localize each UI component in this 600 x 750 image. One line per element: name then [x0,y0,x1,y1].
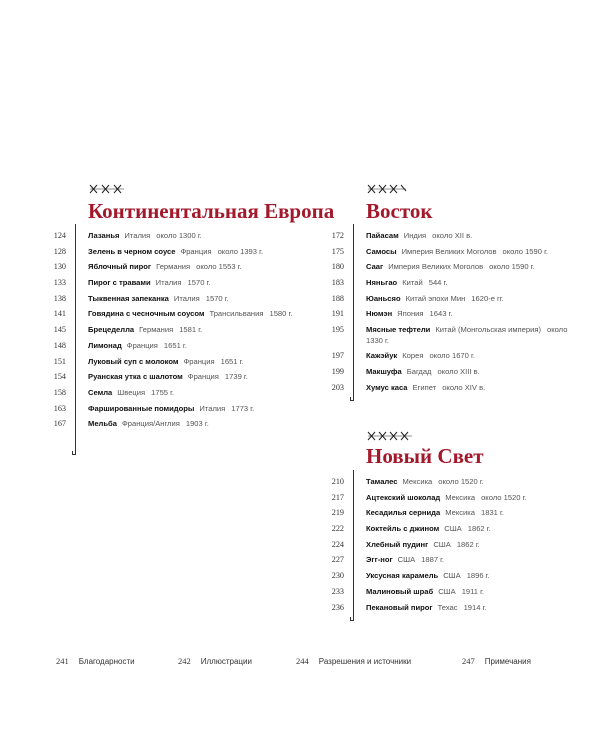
toc-entry[interactable] [318,259,578,275]
date: около XIII в. [437,366,480,376]
entry-text [366,568,576,584]
entry-text [366,474,576,490]
date: около 1553 г. [196,262,242,272]
toc-entry[interactable] [40,322,330,338]
entry-page-number: 172 [331,231,344,240]
entry-list-east [318,228,578,395]
toc-entry[interactable] [40,259,330,275]
entry-meta [174,294,235,303]
footer-item[interactable] [56,656,135,666]
entry-page-number: 222 [331,524,344,534]
origin: Империя Великих Моголов [388,262,484,272]
dish-name: Зелень в черном соусе [88,246,176,256]
dish-name: Ацтекский шоколад [366,492,441,502]
footer-label: Примечания [484,657,531,666]
date: 1887 г. [421,555,445,565]
toc-entry[interactable] [40,354,330,370]
date: 1896 г. [466,571,490,581]
dish-name: Сааг [366,262,384,272]
origin: США [397,555,416,565]
entry-page-number: 141 [53,309,66,319]
dish-name: Пирог с травами [88,278,151,288]
entry-text [88,354,328,370]
entry-page-number: 233 [331,586,344,596]
ornament-icon [89,184,125,194]
dish-name: Хумус каса [366,382,408,392]
date: 1739 г. [224,372,248,382]
entry-meta [445,508,510,517]
entry-meta [156,262,248,271]
entry-page-number: 158 [53,387,66,397]
entry-page-number: 130 [53,262,66,272]
entry-meta [180,247,269,256]
footer-page: 242 [178,656,191,666]
origin: Италия [124,231,151,240]
toc-entry[interactable] [318,584,578,600]
origin: Италия [155,278,182,288]
toc-entry[interactable] [318,537,578,553]
entry-text [366,291,576,307]
entry-page-number: 210 [331,477,344,486]
date: 1862 г. [467,524,491,534]
date: 1755 г. [151,387,175,397]
date: около 1590 г. [502,246,549,256]
entry-page-number: 199 [331,366,344,376]
entry-meta [398,555,450,564]
date: около 1393 г. [217,246,264,256]
entry-meta [199,404,260,413]
date: 1903 г. [185,419,209,429]
entry-meta [117,388,180,397]
entry-meta [444,524,496,533]
origin: Швеция [117,387,146,397]
origin: Китай (Монгольская империя) [435,325,541,335]
date: 544 г. [428,278,448,288]
date: около 1330 г. [366,325,568,346]
dish-name: Луковый суп с молоком [88,356,179,366]
toc-entry[interactable] [40,416,330,432]
origin: Франция [183,356,215,366]
entry-page-number: 133 [53,278,66,288]
entry-page-number: 191 [331,309,344,319]
entry-page-number: 236 [331,602,344,612]
entry-page-number: 217 [331,492,344,502]
section-title-europe: Континентальная Европа [88,199,335,223]
origin: Германия [156,262,191,272]
toc-entry[interactable] [318,568,578,584]
date: 1773 г. [231,403,255,413]
footer-page: 247 [462,656,475,666]
footer-label: Иллюстрации [200,657,252,666]
entry-list-europe [40,228,330,432]
dish-name: Мельба [88,419,117,429]
entry-meta [402,477,489,486]
dish-name: Юаньсяо [366,293,401,303]
origin: Египет [412,382,437,392]
entry-text [366,259,576,275]
toc-entry[interactable] [318,490,578,506]
entry-page-number: 188 [331,293,344,303]
dish-name: Мясные тефтели [366,325,431,335]
entry-text [88,369,328,385]
entry-meta [404,231,479,240]
date: 1570 г. [205,293,229,303]
toc-entry[interactable] [40,385,330,401]
entry-meta [402,278,453,287]
entry-page-number: 128 [53,246,66,256]
section-title-east: Восток [366,199,433,223]
toc-entry[interactable] [40,244,330,260]
origin: Франция [180,246,212,256]
entry-page-number: 227 [331,555,344,565]
entry-text [88,259,328,275]
footer-page: 241 [56,656,69,666]
footer-item[interactable] [296,656,411,666]
toc-entry[interactable] [40,306,330,322]
entry-meta [188,372,254,381]
origin: Техас [437,602,458,612]
entry-page-number: 197 [331,351,344,361]
origin: Италия [199,403,226,413]
date: около XIV в. [442,382,486,392]
dish-name: Коктейль с джином [366,524,440,534]
entry-page-number: 145 [53,325,66,335]
entry-text [88,416,328,432]
origin: Мексика [445,492,476,502]
origin: Китай эпохи Мин [405,293,466,303]
footer-label: Разрешения и источники [318,657,412,666]
footer-item[interactable] [178,656,252,666]
entry-text [366,244,576,260]
entry-text [366,275,576,291]
dish-name: Малиновый шраб [366,586,434,596]
toc-entry[interactable] [318,380,578,396]
entry-meta [406,294,510,303]
toc-entry[interactable] [318,474,578,490]
entry-text [88,291,328,307]
origin: Франция [126,340,158,350]
toc-entry[interactable] [318,228,578,244]
entry-meta [183,357,249,366]
entry-text [366,584,576,600]
dish-name: Тамалес [366,477,398,486]
entry-page-number: 167 [53,419,66,429]
date: 1914 г. [463,602,487,612]
toc-entry[interactable] [40,401,330,417]
origin: Франция [187,372,219,382]
origin: Германия [139,325,174,335]
entry-text [88,306,328,322]
column-rule-end [350,397,354,401]
entry-meta [413,383,492,392]
entry-meta [438,603,493,612]
entry-text [88,385,328,401]
dish-name: Эгг-ног [366,555,393,565]
column-rule-end [72,451,76,455]
entry-page-number: 154 [53,372,66,382]
dish-name: Пайасам [366,231,399,240]
entry-text [366,600,576,616]
entry-text [366,521,576,537]
entry-text [88,322,328,338]
date: около 1520 г. [438,477,484,486]
entry-text [366,364,576,380]
origin: США [438,586,456,596]
section-title-newworld: Новый Свет [366,444,484,468]
entry-meta [402,247,554,256]
entry-text [88,228,328,244]
origin: США [433,539,451,549]
entry-page-number: 148 [53,340,66,350]
dish-name: Пекановый пирог [366,602,433,612]
entry-list-newworld [318,474,578,615]
entry-text [366,537,576,553]
date: 1911 г. [461,586,485,596]
entry-page-number: 183 [331,278,344,288]
toc-entry[interactable] [40,291,330,307]
entry-meta [407,367,486,376]
entry-page-number: 219 [331,508,344,518]
date: около 1590 г. [489,262,535,272]
entry-page-number: 124 [53,231,66,240]
entry-page-number: 163 [53,403,66,413]
dish-name: Руанская утка с шалотом [88,372,183,382]
entry-page-number: 175 [331,246,344,256]
entry-meta [388,262,540,271]
origin: Мексика [445,508,475,518]
entry-meta [438,587,490,596]
entry-meta [124,231,207,240]
dish-name: Самосы [366,246,397,256]
toc-entry[interactable] [40,228,330,244]
dish-name: Тыквенная запеканка [88,293,169,303]
origin: Багдад [406,366,432,376]
dish-name: Няньгао [366,278,398,288]
origin: Япония [397,309,424,319]
footer-nav [0,656,600,670]
dish-name: Семла [88,387,113,397]
date: около 1300 г. [156,231,202,240]
footer-page: 244 [296,656,309,666]
entry-meta [443,571,495,580]
entry-meta [139,325,208,334]
dish-name: Кесадилья сернида [366,508,441,518]
origin: Империя Великих Моголов [401,246,497,256]
toc-entry[interactable] [318,275,578,291]
origin: Китай [402,278,423,288]
footer-item[interactable] [462,656,531,666]
toc-entry[interactable] [318,291,578,307]
dish-name: Яблочный пирог [88,262,152,272]
date: 1581 г. [179,325,203,335]
dish-name: Фаршированные помидоры [88,403,195,413]
toc-entry[interactable] [318,364,578,380]
origin: США [443,571,461,581]
entry-meta [445,493,532,502]
dish-name: Уксусная карамель [366,571,439,581]
entry-text [366,348,576,364]
entry-text [366,228,576,244]
date: около 1670 г. [429,351,475,361]
entry-meta [156,278,217,287]
dish-name: Лазанья [88,231,120,240]
ornament-icon [367,431,413,441]
toc-entry[interactable] [318,322,578,348]
date: 1570 г. [187,278,211,288]
entry-text [366,306,576,322]
origin: Индия [403,231,427,240]
entry-text [88,401,328,417]
entry-meta [433,540,485,549]
entry-text [366,552,576,568]
date: 1580 г. [269,309,293,319]
date: 1643 г. [429,309,453,319]
dish-name: Кажэйук [366,351,398,361]
dish-name: Нюмэн [366,309,393,319]
entry-text [366,380,576,396]
origin: Италия [173,293,200,303]
entry-text [366,322,576,346]
origin: Мексика [402,477,433,486]
date: 1651 г. [163,340,187,350]
origin: США [444,524,462,534]
entry-page-number: 203 [331,382,344,392]
toc-entry[interactable] [318,505,578,521]
origin: Трансильвания [209,309,264,319]
entry-text [88,275,328,291]
entry-meta [122,419,215,428]
toc-entry[interactable] [318,348,578,364]
origin: Франция/Англия [121,419,180,429]
toc-entry[interactable] [318,552,578,568]
dish-name: Брецеделла [88,325,135,335]
date: около 1520 г. [481,492,527,502]
entry-meta [209,309,298,318]
entry-page-number: 138 [53,293,66,303]
toc-entry[interactable] [40,338,330,354]
date: 1862 г. [456,539,480,549]
origin: Корея [402,351,424,361]
toc-entry[interactable] [318,600,578,616]
date: 1620-е гг. [471,293,504,303]
toc-entry[interactable] [318,306,578,322]
entry-meta [127,341,193,350]
date: 1831 г. [481,508,504,518]
column-rule-end [350,617,354,621]
entry-meta [402,351,481,360]
toc-entry[interactable] [40,275,330,291]
toc-entry[interactable] [318,244,578,260]
entry-text [88,244,328,260]
entry-page-number: 151 [53,356,66,366]
entry-text [88,338,328,354]
entry-page-number: 230 [331,571,344,581]
entry-text [366,505,576,521]
footer-label: Благодарности [78,657,135,666]
dish-name: Лимонад [88,340,122,350]
entry-page-number: 224 [331,539,344,549]
entry-text [366,490,576,506]
entry-meta [397,309,458,318]
date: около XII в. [432,231,473,240]
ornament-icon [367,184,407,194]
toc-entry[interactable] [40,369,330,385]
dish-name: Макшуфа [366,366,402,376]
entry-page-number: 180 [331,262,344,272]
date: 1651 г. [220,356,244,366]
dish-name: Говядина с чесночным соусом [88,309,205,319]
dish-name: Хлебный пудинг [366,539,429,549]
toc-entry[interactable] [318,521,578,537]
entry-page-number: 195 [331,325,344,335]
